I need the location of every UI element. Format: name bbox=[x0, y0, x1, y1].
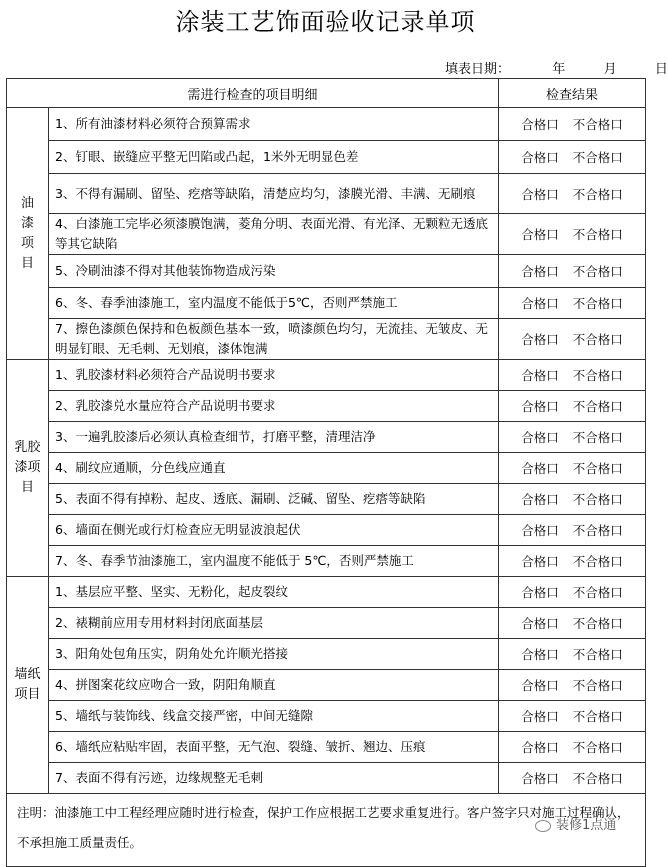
pass-checkbox[interactable]: 合格口 bbox=[521, 186, 559, 202]
result-cell bbox=[499, 515, 646, 546]
table-row bbox=[7, 639, 646, 670]
table-header-row bbox=[7, 79, 646, 108]
table-row bbox=[7, 108, 646, 141]
result-cell bbox=[499, 453, 646, 484]
note-text: 注明：油漆施工中工程经理应随时进行检查，保护工作应根据工艺要求重复进行。客户签字只对施工过程确认，不承担施工质量责任。 bbox=[7, 794, 646, 867]
fail-checkbox[interactable]: 不合格口 bbox=[572, 296, 623, 311]
table-row bbox=[7, 546, 646, 577]
result-cell bbox=[499, 639, 646, 670]
check-item: 5、冷刷油漆不得对其他装饰物造成污染 bbox=[49, 255, 499, 288]
table-row bbox=[7, 608, 646, 639]
category-label-line: 墙纸 bbox=[14, 667, 41, 682]
check-item: 3、一遍乳胶漆后必须认真检查细节，打磨平整，清理洁净 bbox=[49, 422, 499, 453]
fail-checkbox[interactable]: 不合格口 bbox=[572, 264, 623, 279]
pass-checkbox[interactable]: 合格口 bbox=[521, 430, 559, 445]
fail-checkbox[interactable]: 不合格口 bbox=[572, 678, 623, 693]
table-row bbox=[7, 422, 646, 453]
pass-checkbox[interactable]: 合格口 bbox=[521, 554, 559, 569]
table-row bbox=[7, 255, 646, 288]
check-item: 3、不得有漏刷、留坠、疙瘩等缺陷，清楚应均匀，漆膜光滑、丰满、无刷痕 bbox=[49, 174, 499, 214]
fail-checkbox[interactable]: 不合格口 bbox=[572, 368, 623, 383]
pass-checkbox[interactable]: 合格口 bbox=[521, 368, 559, 383]
table-row bbox=[7, 214, 646, 255]
fail-checkbox[interactable]: 不合格口 bbox=[572, 523, 623, 538]
pass-checkbox[interactable]: 合格口 bbox=[521, 399, 559, 414]
category-label-line: 项 bbox=[20, 235, 34, 251]
category-cell bbox=[7, 360, 49, 577]
check-item: 7、表面不得有污迹，边缘规整无毛刺 bbox=[49, 763, 499, 794]
pass-checkbox[interactable]: 合格口 bbox=[521, 332, 559, 347]
pass-checkbox[interactable]: 合格口 bbox=[521, 523, 559, 538]
category-label-line: 油 bbox=[20, 195, 34, 211]
pass-checkbox[interactable]: 合格口 bbox=[521, 771, 559, 786]
result-cell bbox=[499, 108, 646, 141]
pass-checkbox[interactable]: 合格口 bbox=[521, 616, 559, 631]
table-row bbox=[7, 670, 646, 701]
table-row bbox=[7, 360, 646, 391]
fail-checkbox[interactable]: 不合格口 bbox=[572, 771, 623, 786]
result-cell bbox=[499, 288, 646, 319]
table-row bbox=[7, 701, 646, 732]
fail-checkbox[interactable]: 不合格口 bbox=[572, 186, 623, 202]
fail-checkbox[interactable]: 不合格口 bbox=[572, 227, 623, 242]
category-label-line: 项目 bbox=[14, 687, 41, 702]
check-item: 2、裱糊前应用专用材料封闭底面基层 bbox=[49, 608, 499, 639]
check-item: 7、擦色漆颜色保持和色板颜色基本一致，喷漆颜色均匀，无流挂、无皱皮、无明显钉眼、无毛刺、无划痕，漆体饱满 bbox=[49, 319, 499, 360]
table-row bbox=[7, 515, 646, 546]
check-item: 7、冬、春季节油漆施工，室内温度不能低于 5℃，否则严禁施工 bbox=[49, 546, 499, 577]
pass-checkbox[interactable]: 合格口 bbox=[521, 740, 559, 755]
table-row bbox=[7, 141, 646, 174]
pass-checkbox[interactable]: 合格口 bbox=[521, 647, 559, 662]
result-header: 检查结果 bbox=[499, 79, 646, 108]
check-item: 1、所有油漆材料必须符合预算需求 bbox=[49, 108, 499, 141]
fail-checkbox[interactable]: 不合格口 bbox=[572, 461, 623, 476]
check-item: 3、阳角处包角压实，阴角处允许顺光搭接 bbox=[49, 639, 499, 670]
result-cell bbox=[499, 174, 646, 214]
pass-checkbox[interactable]: 合格口 bbox=[521, 585, 559, 600]
fill-date-label: 填表日期： bbox=[445, 62, 511, 77]
pass-checkbox[interactable]: 合格口 bbox=[521, 264, 559, 279]
fail-checkbox[interactable]: 不合格口 bbox=[572, 150, 623, 165]
table-row bbox=[7, 763, 646, 794]
fail-checkbox[interactable]: 不合格口 bbox=[572, 585, 623, 600]
result-cell bbox=[499, 608, 646, 639]
pass-checkbox[interactable]: 合格口 bbox=[521, 296, 559, 311]
result-cell bbox=[499, 391, 646, 422]
fail-checkbox[interactable]: 不合格口 bbox=[572, 647, 623, 662]
category-cell bbox=[7, 577, 49, 794]
wechat-icon bbox=[535, 820, 551, 832]
category-label-line: 乳胶 bbox=[14, 440, 41, 455]
watermark bbox=[535, 814, 616, 833]
check-item: 6、墙面在侧光或行灯检查应无明显波浪起伏 bbox=[49, 515, 499, 546]
table-row bbox=[7, 732, 646, 763]
table-row bbox=[7, 484, 646, 515]
table-row bbox=[7, 391, 646, 422]
table-row bbox=[7, 577, 646, 608]
fail-checkbox[interactable]: 不合格口 bbox=[572, 492, 623, 507]
result-cell bbox=[499, 422, 646, 453]
fail-checkbox[interactable]: 不合格口 bbox=[572, 554, 623, 569]
pass-checkbox[interactable]: 合格口 bbox=[521, 227, 559, 242]
category-label-line: 漆项 bbox=[14, 460, 41, 475]
check-item: 6、墙纸应粘贴牢固，表面平整，无气泡、裂缝、皱折、翘边、压痕 bbox=[49, 732, 499, 763]
fill-date-year: 年 bbox=[552, 62, 566, 77]
items-header: 需进行检查的项目明细 bbox=[7, 79, 499, 108]
result-cell bbox=[499, 546, 646, 577]
result-cell bbox=[499, 670, 646, 701]
result-cell bbox=[499, 732, 646, 763]
result-cell bbox=[499, 484, 646, 515]
category-label-line: 漆 bbox=[20, 215, 34, 231]
result-cell bbox=[499, 255, 646, 288]
table-row bbox=[7, 453, 646, 484]
category-label-line: 目 bbox=[20, 480, 34, 495]
check-item: 6、冬、春季油漆施工，室内温度不能低于5℃，否则严禁施工 bbox=[49, 288, 499, 319]
pass-checkbox[interactable]: 合格口 bbox=[521, 150, 559, 165]
check-item: 5、表面不得有掉粉、起皮、透底、漏刷、泛碱、留坠、疙瘩等缺陷 bbox=[49, 484, 499, 515]
table-row bbox=[7, 174, 646, 214]
fill-date-day: 日 bbox=[654, 62, 668, 77]
category-cell bbox=[7, 108, 49, 360]
fill-date-month: 月 bbox=[603, 62, 617, 77]
result-cell bbox=[499, 141, 646, 174]
check-item: 1、基层应平整、坚实、无粉化，起皮裂纹 bbox=[49, 577, 499, 608]
page-title: 涂装工艺饰面验收记录单项 bbox=[175, 8, 476, 36]
check-item: 1、乳胶漆材料必须符合产品说明书要求 bbox=[49, 360, 499, 391]
fail-checkbox[interactable]: 不合格口 bbox=[572, 709, 623, 724]
check-item: 5、墙纸与装饰线、线盒交接严密，中间无缝隙 bbox=[49, 701, 499, 732]
table-row bbox=[7, 319, 646, 360]
result-cell bbox=[499, 763, 646, 794]
pass-checkbox[interactable]: 合格口 bbox=[521, 117, 559, 132]
category-label-line: 目 bbox=[20, 255, 34, 271]
watermark-text: 装修1点通 bbox=[556, 818, 617, 833]
fail-checkbox[interactable]: 不合格口 bbox=[572, 117, 623, 132]
inspection-table bbox=[6, 78, 646, 867]
result-cell bbox=[499, 701, 646, 732]
pass-checkbox[interactable]: 合格口 bbox=[521, 461, 559, 476]
check-item: 4、白漆施工完毕必须漆膜饱满，菱角分明、表面光滑、有光泽、无颗粒无透底等其它缺陷 bbox=[49, 214, 499, 255]
result-cell bbox=[499, 214, 646, 255]
pass-checkbox[interactable]: 合格口 bbox=[521, 492, 559, 507]
pass-checkbox[interactable]: 合格口 bbox=[521, 678, 559, 693]
fail-checkbox[interactable]: 不合格口 bbox=[572, 740, 623, 755]
fail-checkbox[interactable]: 不合格口 bbox=[572, 399, 623, 414]
result-cell bbox=[499, 577, 646, 608]
fail-checkbox[interactable]: 不合格口 bbox=[572, 616, 623, 631]
check-item: 2、乳胶漆兑水量应符合产品说明书要求 bbox=[49, 391, 499, 422]
check-item: 4、拼图案花纹应吻合一致，阴阳角顺直 bbox=[49, 670, 499, 701]
result-cell bbox=[499, 319, 646, 360]
fill-date bbox=[445, 58, 668, 77]
check-item: 2、钉眼、嵌缝应平整无凹陷或凸起，1米外无明显色差 bbox=[49, 141, 499, 174]
table-row bbox=[7, 288, 646, 319]
result-cell bbox=[499, 360, 646, 391]
check-item: 4、刷纹应通顺，分色线应通直 bbox=[49, 453, 499, 484]
fail-checkbox[interactable]: 不合格口 bbox=[572, 332, 623, 347]
fail-checkbox[interactable]: 不合格口 bbox=[572, 430, 623, 445]
pass-checkbox[interactable]: 合格口 bbox=[521, 709, 559, 724]
